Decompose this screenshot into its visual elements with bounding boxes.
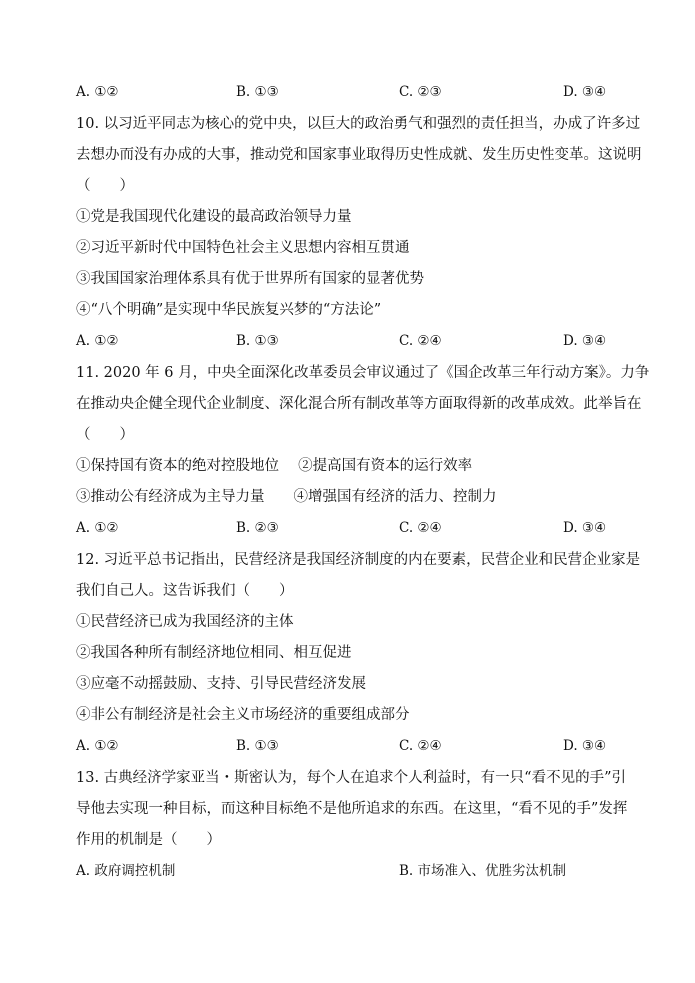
q13-options — [76, 861, 621, 881]
q11-stem-line-1: 11. 2020 年 6 月，中央全面深化改革委员会审议通过了《国企改革三年行动方案》。力争 — [76, 365, 650, 381]
q10-statement-3: ③我国国家治理体系具有优于世界所有国家的显著优势 — [76, 271, 424, 287]
q12-option-d: D. ③④ — [563, 738, 607, 754]
q9-option-a: A. ①② — [76, 84, 119, 100]
q11-option-d: D. ③④ — [563, 520, 607, 536]
q13-option-a: A. 政府调控机制 — [76, 863, 176, 879]
q11-statements-row-1: ①保持国有资本的绝对控股地位 ②提高国有资本的运行效率 — [76, 458, 473, 474]
q10-stem-line-1: 10. 以习近平同志为核心的党中央，以巨大的政治勇气和强烈的责任担当，办成了许多过 — [76, 116, 641, 132]
q10-statement-4: ④“八个明确”是实现中华民族复兴梦的“方法论” — [76, 302, 382, 318]
q12-stem-line-1: 12. 习近平总书记指出，民营经济是我国经济制度的内在要素，民营企业和民营企业家是 — [76, 552, 641, 568]
q12-statement-4: ④非公有制经济是社会主义市场经济的重要组成部分 — [76, 707, 410, 723]
q13-option-b: B. 市场准入、优胜劣汰机制 — [399, 863, 567, 879]
q9-option-c: C. ②③ — [399, 84, 442, 100]
q12-stem-line-2: 我们自己人。这告诉我们（ ） — [76, 583, 294, 599]
q12-option-b: B. ①③ — [236, 738, 279, 754]
q9-option-b: B. ①③ — [236, 84, 279, 100]
q12-options — [76, 736, 621, 756]
q11-stem-line-2: 在推动央企健全现代企业制度、深化混合所有制改革等方面取得新的改革成效。此举旨在 — [76, 396, 642, 412]
q10-option-b: B. ①③ — [236, 333, 279, 349]
q13-stem-line-1: 13. 古典经济学家亚当・斯密认为，每个人在追求个人利益时，有一只“看不见的手”引 — [76, 770, 626, 786]
q10-option-a: A. ①② — [76, 333, 119, 349]
q10-statement-1: ①党是我国现代化建设的最高政治领导力量 — [76, 209, 352, 225]
q12-option-c: C. ②④ — [399, 738, 442, 754]
q12-statement-2: ②我国各种所有制经济地位相同、相互促进 — [76, 645, 352, 661]
q9-options — [76, 82, 621, 102]
q10-stem-line-2: 去想办而没有办成的大事，推动党和国家事业取得历史性成就、发生历史性变革。这说明 — [76, 147, 642, 163]
q11-statements-row-2: ③推动公有经济成为主导力量 ④增强国有经济的活力、控制力 — [76, 489, 497, 505]
q13-stem-line-3: 作用的机制是（ ） — [76, 832, 221, 848]
q12-option-a: A. ①② — [76, 738, 119, 754]
q11-option-a: A. ①② — [76, 520, 119, 536]
q12-statement-3: ③应毫不动摇鼓励、支持、引导民营经济发展 — [76, 676, 366, 692]
q10-answer-blank: （ ） — [76, 178, 134, 194]
q10-option-c: C. ②④ — [399, 333, 442, 349]
q9-option-d: D. ③④ — [563, 84, 607, 100]
q11-answer-blank: （ ） — [76, 427, 134, 443]
q10-option-d: D. ③④ — [563, 333, 607, 349]
q10-options — [76, 331, 621, 351]
q11-options — [76, 518, 621, 538]
q13-stem-line-2: 导他去实现一种目标，而这种目标绝不是他所追求的东西。在这里，“看不见的手”发挥 — [76, 801, 628, 817]
q11-option-b: B. ②③ — [236, 520, 279, 536]
q12-statement-1: ①民营经济已成为我国经济的主体 — [76, 614, 294, 630]
q10-statement-2: ②习近平新时代中国特色社会主义思想内容相互贯通 — [76, 240, 410, 256]
q11-option-c: C. ②④ — [399, 520, 442, 536]
